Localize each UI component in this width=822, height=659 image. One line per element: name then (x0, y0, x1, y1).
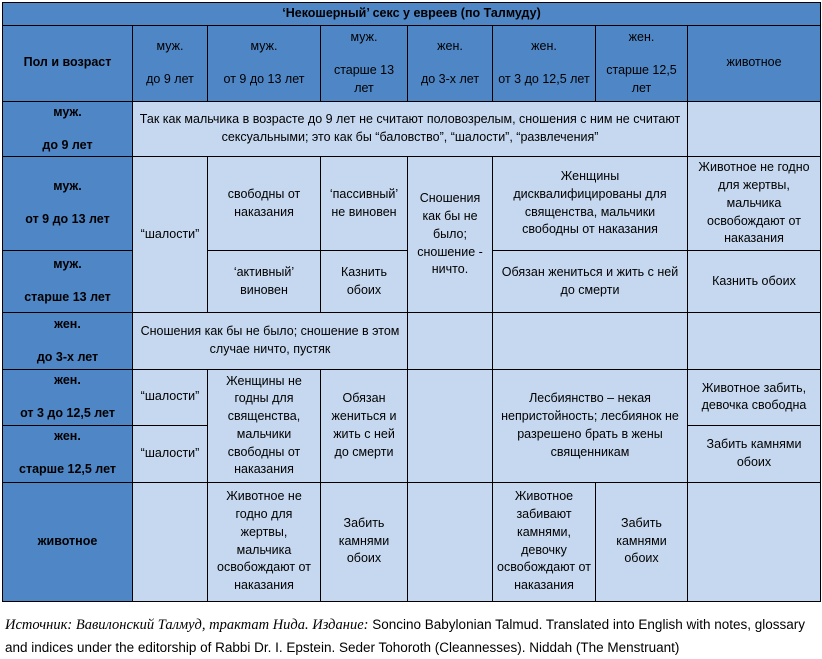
col-header-age: от 9 до 13 лет (223, 71, 305, 86)
row-label-sex: муж. (53, 179, 82, 194)
row-female-3to125 (3, 370, 821, 426)
col-header-sex: муж. (350, 30, 378, 45)
row-label-male-under9 (3, 101, 133, 157)
cell-r7-stone-both-female: Забить камнями обоих (596, 482, 688, 601)
col-header-sex: муж. (156, 39, 184, 53)
col-header-sex: жен. (531, 39, 557, 53)
source-note (5, 614, 816, 659)
row-label-age: до 9 лет (42, 137, 93, 152)
row-label-age: от 3 до 12,5 лет (20, 405, 115, 420)
col-header-sex: муж. (250, 39, 278, 53)
cell-r3-active-guilty: ‘активный’ виновен (208, 251, 321, 313)
cell-r2-animal-unfit: Животное не годно для жертвы, мальчика освобождают от наказания (688, 157, 821, 251)
row-label-sex: муж. (53, 257, 82, 272)
cell-r7-empty-2 (408, 482, 493, 601)
col-header-age: старше 13 лет (333, 62, 395, 95)
row-label-age: от 9 до 13 лет (25, 212, 110, 227)
cell-r1-note: Так как мальчика в возрасте до 9 лет не считают половозрелым, сношения с ним не считают сексуальными; это как бы “баловство”, “шалости”, “развлечения” (133, 101, 688, 157)
cell-r7-animal-stoned: Животное забивают камнями, девочку освобождают от наказания (493, 482, 596, 601)
cell-r1-animal-empty (688, 101, 821, 157)
row-label-age: старше 12,5 лет (19, 462, 116, 476)
row-label-age: старше 13 лет (24, 290, 111, 304)
table-title: ‘Некошерный’ секс у евреев (по Талмуду) (3, 3, 821, 26)
row-label-female-3to125 (3, 370, 133, 426)
row-male-under9 (3, 101, 821, 157)
col-header-male-under9 (133, 25, 208, 101)
row-label-sex: муж. (53, 104, 82, 119)
col-header-female-3to125 (493, 25, 596, 101)
cell-r4-empty-2 (493, 313, 688, 370)
col-header-animal: животное (688, 25, 821, 101)
cell-r2-passive-not-guilty: ‘пассивный’ не виновен (321, 157, 408, 251)
row-female-under3 (3, 313, 821, 370)
row-label-male-over13 (3, 251, 133, 313)
cell-r5-empty (408, 370, 493, 483)
row-label-female-under3 (3, 313, 133, 370)
cell-r4-empty-1 (408, 313, 493, 370)
title-row (3, 3, 821, 26)
row-label-sex: жен. (54, 373, 81, 387)
cell-r7-stone-both-male: Забить камнями обоих (321, 482, 408, 601)
cell-r3-execute-both: Казнить обоих (321, 251, 408, 313)
cell-r7-empty-1 (133, 482, 208, 601)
cell-r2-intercourse-nothing: Сношения как бы не было; сношение - ничто. (408, 157, 493, 313)
cell-r4-empty-animal (688, 313, 821, 370)
cell-r5-must-marry: Обязан жениться и жить с ней до смерти (321, 370, 408, 483)
source-citation-rest: Soncino Babylonian Talmud. Translated into English with notes, glossary and indices under the editorship of Rabbi Dr. I. Epstein. Seder Tohoroth (Cleannesses). Niddah (The Menstruant) (5, 616, 806, 655)
cell-r3-must-marry: Обязан жениться и жить с ней до смерти (493, 251, 688, 313)
col-header-male-over13 (321, 25, 408, 101)
row-label-age: до 3-х лет (36, 349, 99, 364)
col-header-age: старше 12,5 лет (606, 62, 677, 95)
cell-r3-execute-both-animal: Казнить обоих (688, 251, 821, 313)
col-header-female-over125 (596, 25, 688, 101)
row-label-male-9to13 (3, 157, 133, 251)
col-header-age: от 3 до 12,5 лет (498, 71, 590, 86)
cell-r6-pranks: “шалости” (133, 425, 208, 482)
row-label-female-over125 (3, 425, 133, 482)
cell-r2-pranks: “шалости” (133, 157, 208, 313)
source-citation-italic: Источник: Вавилонский Талмуд, трактат Нида. Издание: (5, 616, 369, 633)
cell-r5-lesbianism: Лесбиянство – некая непристойность; лесбиянок не разрешено брать в жены священникам (493, 370, 688, 483)
row-label-sex: жен. (54, 429, 81, 444)
col-header-male-9to13 (208, 25, 321, 101)
row-label-sex: жен. (54, 316, 81, 331)
talmud-table (2, 2, 821, 602)
cell-r5-women-unfit: Женщины не годны для священства, мальчики свободны от наказания (208, 370, 321, 483)
header-row (3, 25, 821, 101)
cell-r2-free-from-punishment: свободны от наказания (208, 157, 321, 251)
col-header-sex: жен. (437, 39, 463, 53)
row-animal (3, 482, 821, 601)
cell-r6-stone-both: Забить камнями обоих (688, 425, 821, 482)
col-header-female-under3 (408, 25, 493, 101)
cell-r4-note: Сношения как бы не было; сношение в этом случае ничто, пустяк (133, 313, 408, 370)
cell-r7-animal-unfit: Животное не годно для жертвы, мальчика освобождают от наказания (208, 482, 321, 601)
col-header-age: до 9 лет (146, 71, 194, 86)
cell-r5-animal-slaughter: Животное забить, девочка свободна (688, 370, 821, 426)
corner-header: Пол и возраст (3, 25, 133, 101)
col-header-sex: жен. (628, 30, 655, 45)
row-label-animal: животное (3, 482, 133, 601)
col-header-age: до 3-х лет (420, 71, 480, 86)
row-male-9to13 (3, 157, 821, 251)
cell-r7-empty-animal (688, 482, 821, 601)
cell-r2-women-disqualified: Женщины дисквалифицированы для священства, мальчики свободны от наказания (493, 157, 688, 251)
cell-r5-pranks: “шалости” (133, 370, 208, 426)
